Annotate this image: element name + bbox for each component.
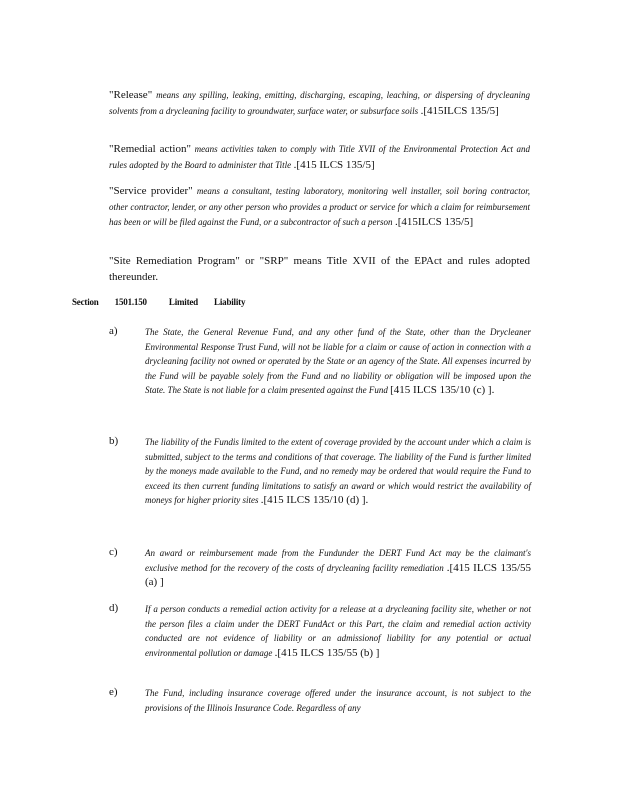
item-text	[145, 686, 531, 715]
item-label: e)	[109, 686, 118, 698]
item-citation: [415 ILCS 135/10 (c) ].	[390, 384, 495, 397]
definition-body: means any spilling, leaking, emitting, discharging, escaping, leaching, or dispersing of drycleaning solvents from a drycleaning facility to groundwater, surface water, or subsurface soils	[109, 90, 531, 116]
item-body: If a person conducts a remedial action activity for a release at a drycleaning facility site, whether or not the person files a claim under the DERT FundAct or this Part, the claim and remedial action activity conducted are not evidence of liability or an admissionof liability for any potential or actual environmental pollution or damage	[145, 604, 531, 658]
definition-term: "Site Remediation Program" or "SRP" means Title XVII of the EPAct and rules adopted thereunder.	[109, 255, 530, 283]
item-text	[145, 325, 531, 398]
item-label: a)	[109, 325, 118, 337]
item-label: c)	[109, 546, 118, 558]
definition-term: "Release"	[109, 89, 153, 101]
item-body: An award or reimbursement made from the Fundunder the DERT Fund Act may be the claimant's exclusive method for the recovery of the costs of drycleaning facility remediation	[145, 548, 531, 573]
item-label: b)	[109, 435, 119, 447]
item-body: The liability of the Fundis limited to the extent of coverage provided by the account under which a claim is submitted, subject to the terms and conditions of that coverage. The liability of the Fund is further limited by the moneys made available to the Fund, and no remedy may be ordered that would require the Fund to exceed its then current funding limitations to satisfy an award or which would restrict the availability of moneys for higher priority sites	[145, 437, 531, 506]
section-number: 1501.150	[114, 297, 147, 307]
item-text	[145, 546, 531, 590]
item-citation: .[415 ILCS 135/10 (d) ].	[260, 494, 369, 507]
definition-term: "Remedial action"	[109, 143, 191, 155]
definition-term: "Service provider"	[109, 185, 193, 197]
definition-citation: .[415ILCS 135/5]	[394, 216, 474, 228]
definition-service-provider	[109, 184, 530, 231]
item-body: The Fund, including insurance coverage offered under the insurance account, is not subject to the provisions of the Illinois Insurance Code. Regardless of any	[145, 688, 531, 713]
definition-release	[109, 88, 530, 119]
definition-citation: .[415 ILCS 135/5]	[293, 158, 375, 171]
item-body: The State, the General Revenue Fund, and any other fund of the State, other than the Drycleaner Environmental Response Trust Fund, will not be liable for a claim or cause of action in connection with a drycleaning facility not owned or operated by the State or an agency of the State. All expenses incurred by the Fund will be payable solely from the Fund and no liability or obligation will be imposed upon the State. The State is not liable for a claim presented against the Fund	[145, 327, 531, 396]
section-title: Limited Liability	[168, 297, 246, 307]
section-heading	[72, 297, 245, 307]
section-label: Section	[72, 297, 99, 307]
item-citation: .[415 ILCS 135/55 (b) ]	[274, 646, 380, 659]
definition-body: means a consultant, testing laboratory, monitoring well installer, soil boring contractor, other contractor, lender, or any other person who provides a product or service for which a claim for reimbursement has been or will be filed against the Fund, or a subcontractor of such a person	[109, 186, 531, 227]
definition-remedial-action	[109, 142, 530, 173]
item-label: d)	[109, 602, 119, 614]
definition-citation: .[415ILCS 135/5]	[420, 104, 499, 117]
item-text	[145, 602, 531, 660]
item-text	[145, 435, 531, 508]
definition-body: means activities taken to comply with Title XVII of the Environmental Protection Act and rules adopted by the Board to administer that Title	[109, 144, 530, 170]
item-citation: .[415 ILCS 135/55 (a) ]	[145, 561, 532, 589]
definition-site-remediation-program	[109, 254, 530, 285]
